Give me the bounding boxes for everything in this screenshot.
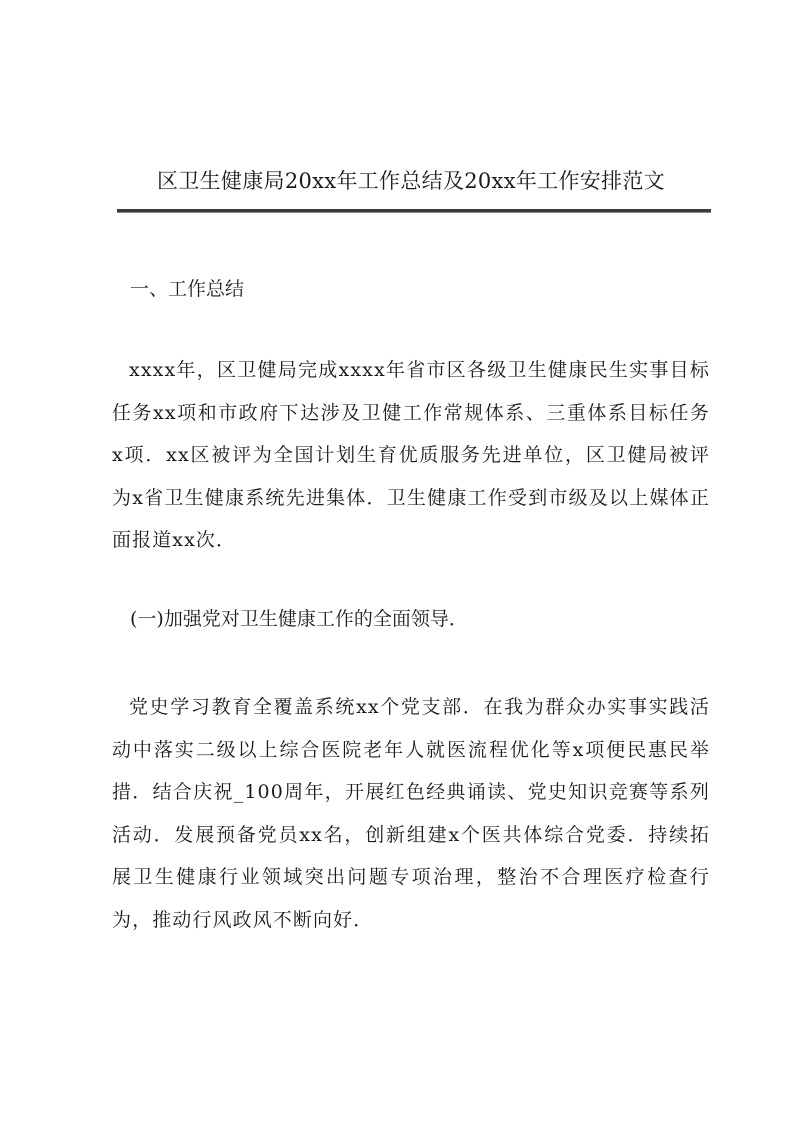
title-divider (117, 209, 711, 213)
section-heading: 一、工作总结 (130, 278, 245, 300)
subsection-heading: (一)加强党对卫生健康工作的全面领导． (130, 608, 468, 630)
summary-paragraph: xxxx年，区卫健局完成xxxx年省市区各级卫生健康民生实事目标任务xx项和市政府下达涉及卫健工作常规体系、三重体系目标任务x项．xx区被评为全国计划生育优质服务先进单位，区卫健局被评为x省卫生健康系统先进集体．卫生健康工作受到市级及以上媒体正面报道xx次． (112, 359, 710, 551)
party-leadership-paragraph: 党史学习教育全覆盖系统xx个党支部．在我为群众办实事实践活动中落实二级以上综合医院老年人就医流程优化等x项便民惠民举措．结合庆祝_100周年，开展红色经典诵读、党史知识竞赛等系列活动．发展预备党员xx名，创新组建x个医共体综合党委．持续拓展卫生健康行业领域突出问题专项治理，整治不合理医疗检查行为，推动行风政风不断向好． (112, 696, 710, 931)
document-title: 区卫生健康局20xx年工作总结及20xx年工作安排范文 (157, 169, 665, 193)
